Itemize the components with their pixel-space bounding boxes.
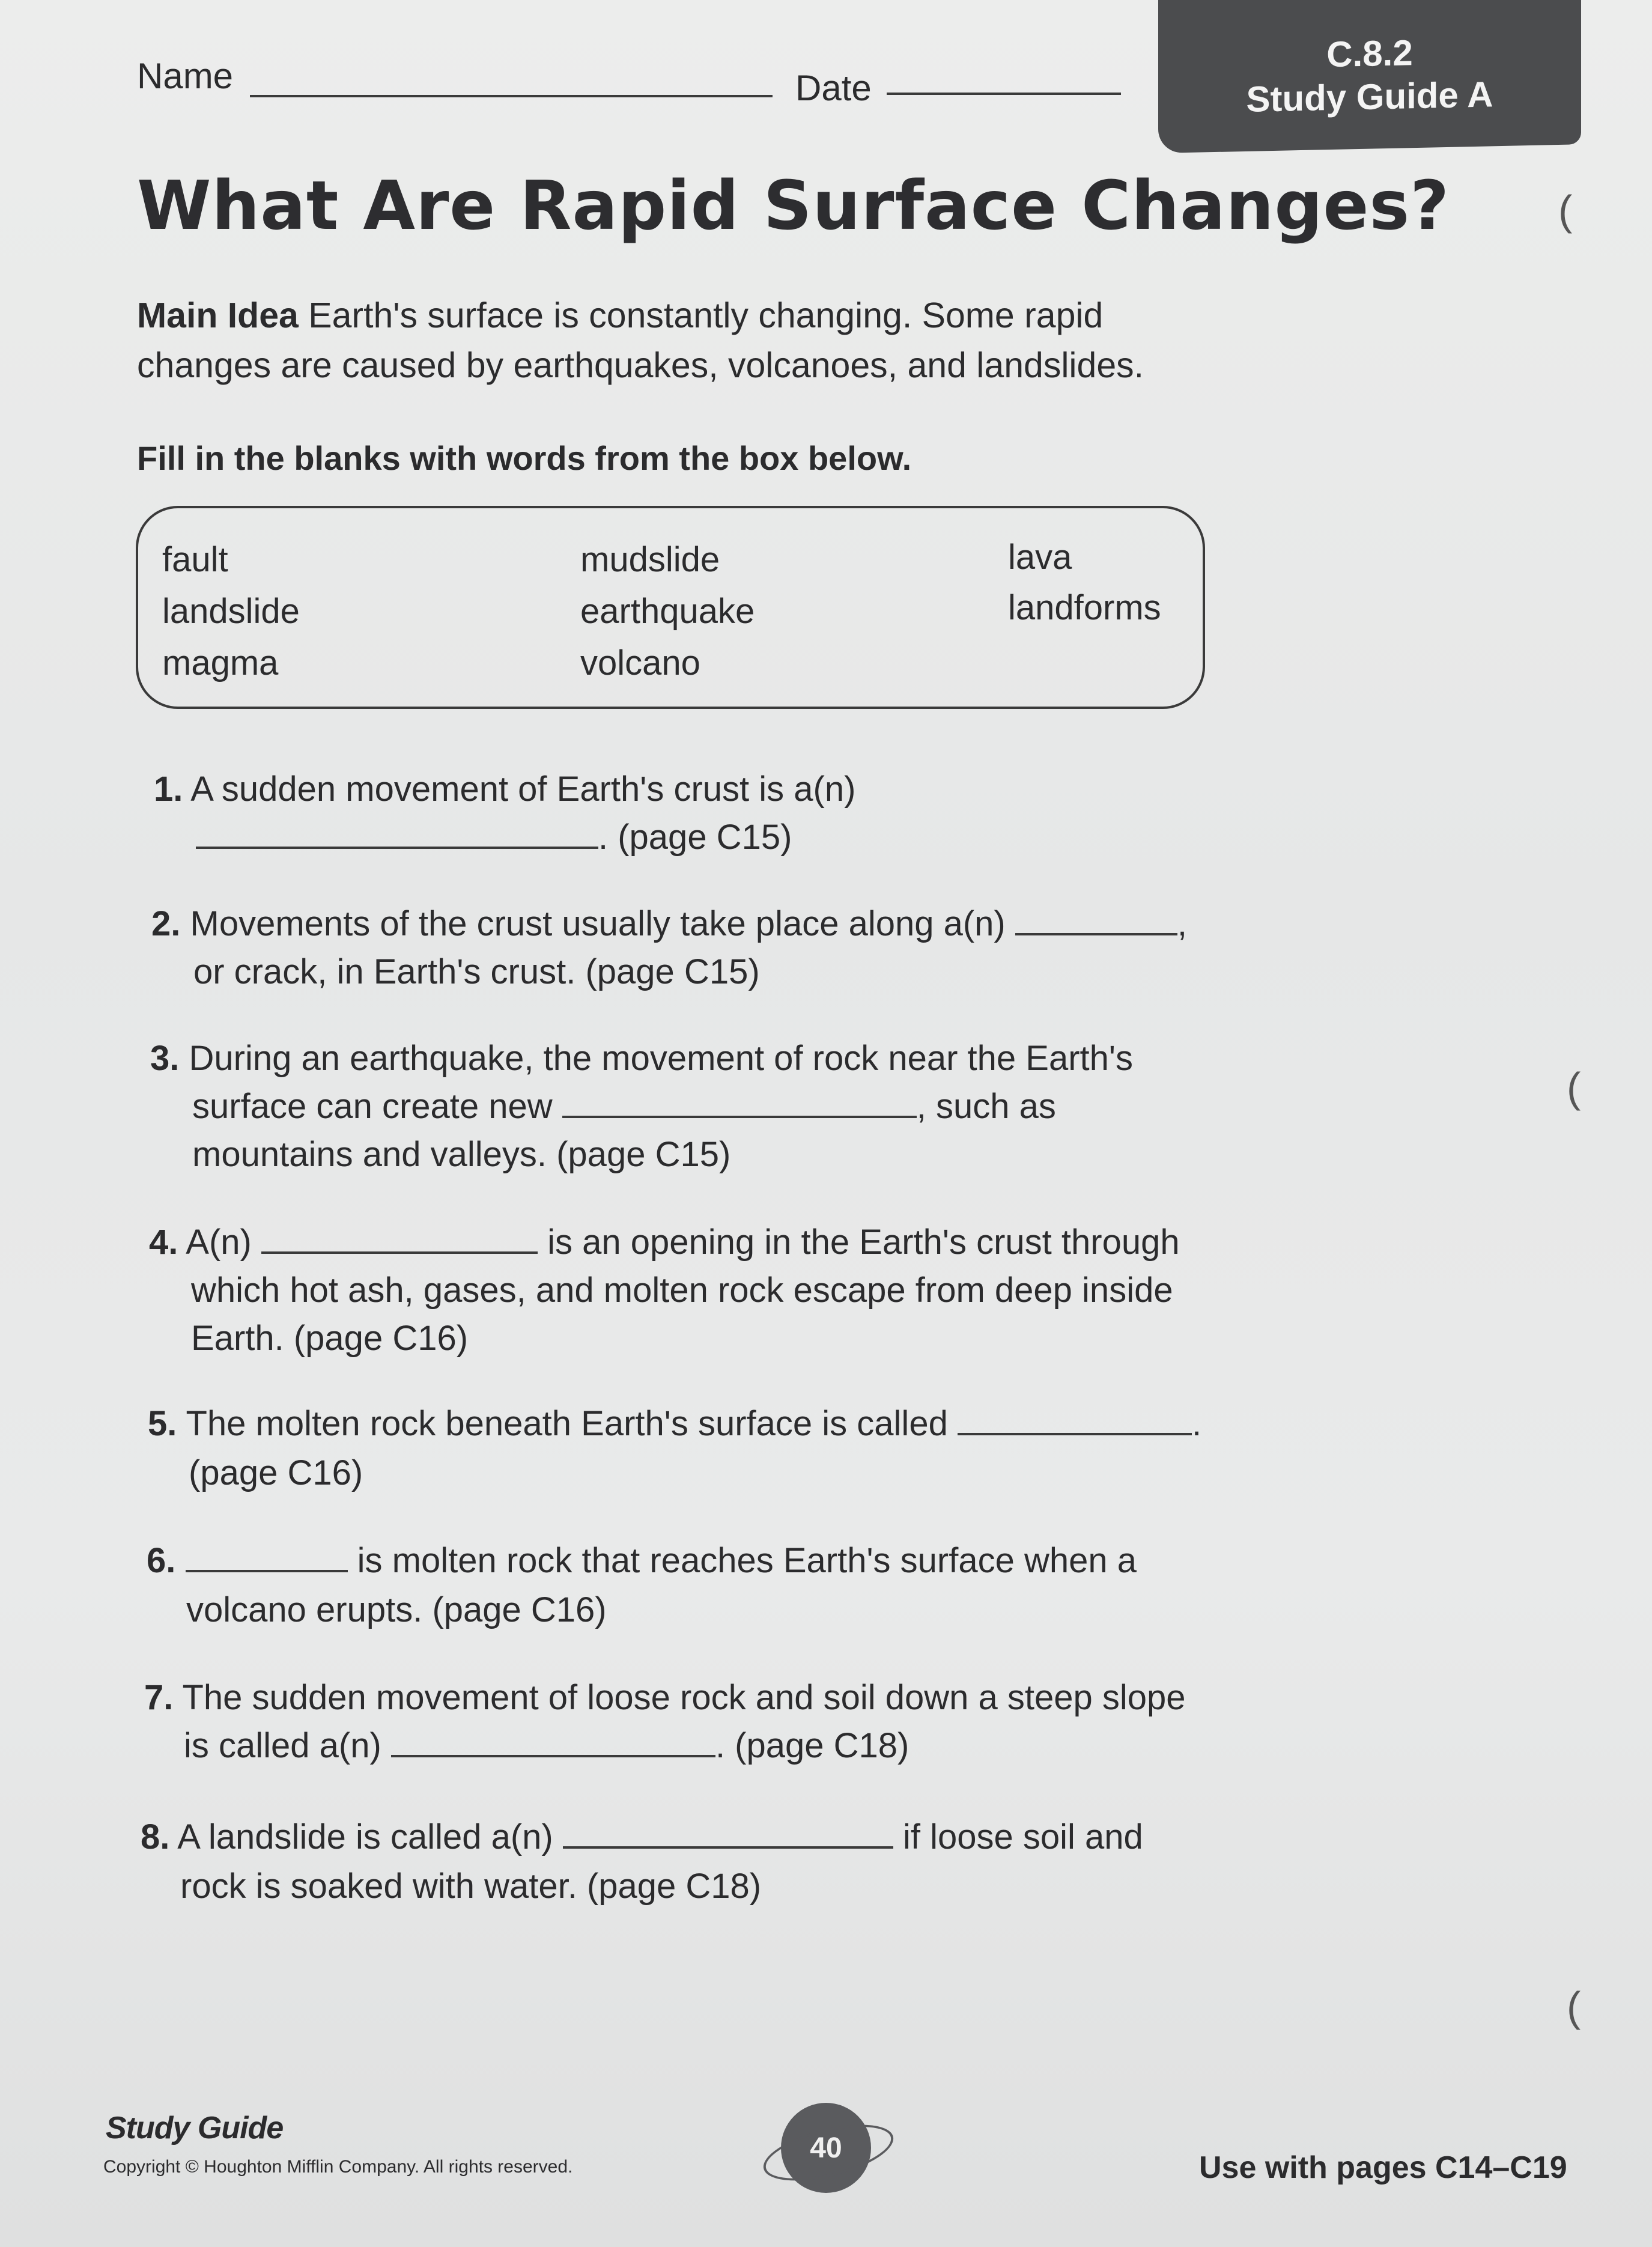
question-text: . [1191, 1404, 1202, 1443]
question-3 [150, 1035, 1133, 1083]
answer-blank[interactable] [186, 1540, 348, 1572]
answer-blank[interactable] [562, 1086, 917, 1118]
main-idea [137, 291, 1218, 391]
word-item: fault [162, 540, 228, 579]
question-text: A landslide is called a(n) [177, 1817, 553, 1856]
question-text: During an earthquake, the movement of rock near the Earth's [189, 1039, 1133, 1078]
question-8 [141, 1813, 1143, 1861]
question-text: , [1177, 904, 1188, 943]
main-idea-text: Earth's surface is constantly changing. Some rapid changes are caused by earthquakes, volcanoes, and landslides. [137, 296, 1144, 385]
question-number: 7. [144, 1678, 174, 1717]
word-item: landforms [1008, 588, 1161, 627]
question-number: 3. [150, 1039, 180, 1078]
study-guide-badge [1158, 0, 1581, 153]
page-number: 40 [810, 2132, 842, 2164]
answer-blank[interactable] [391, 1725, 715, 1757]
question-text: which hot ash, gases, and molten rock escape from deep inside [191, 1271, 1173, 1310]
question-text: A sudden movement of Earth's crust is a(n) [190, 770, 856, 809]
main-idea-label: Main Idea [137, 296, 299, 335]
question-number: 2. [151, 904, 181, 943]
question-3-line2 [192, 1083, 1056, 1131]
question-number: 8. [141, 1817, 170, 1856]
question-text: Earth. (page C16) [191, 1319, 469, 1358]
question-text: A(n) [186, 1223, 252, 1262]
name-blank [250, 95, 773, 97]
word-item: landslide [162, 592, 300, 631]
question-text: is called a(n) [184, 1726, 381, 1765]
page-title: What Are Rapid Surface Changes? [137, 167, 1450, 245]
question-number: 1. [154, 770, 183, 809]
question-6 [147, 1537, 1137, 1585]
question-text: , such as [916, 1087, 1056, 1126]
footer-section-label: Study Guide [106, 2111, 284, 2145]
name-label: Name [137, 56, 234, 96]
date-label: Date [795, 68, 872, 108]
question-text: The sudden movement of loose rock and soil down a steep slope [182, 1678, 1186, 1717]
answer-blank[interactable] [958, 1403, 1192, 1435]
word-item: volcano [580, 643, 700, 683]
question-text: mountains and valleys. (page C15) [192, 1135, 731, 1174]
badge-code: C.8.2 [1326, 32, 1413, 74]
word-item: magma [162, 643, 279, 683]
instructions: Fill in the blanks with words from the box below. [137, 439, 912, 477]
word-item: earthquake [580, 592, 755, 631]
question-number: 4. [149, 1223, 178, 1262]
question-text: . (page C18) [715, 1726, 910, 1765]
question-text: if loose soil and [903, 1817, 1143, 1856]
question-5 [148, 1400, 1201, 1448]
question-number: 5. [148, 1404, 177, 1443]
word-item: lava [1008, 538, 1072, 577]
question-text: is molten rock that reaches Earth's surface when a [357, 1541, 1137, 1580]
badge-title: Study Guide A [1246, 73, 1493, 120]
question-text: The molten rock beneath Earth's surface is called [186, 1404, 948, 1443]
answer-blank[interactable] [563, 1816, 893, 1849]
question-4 [149, 1218, 1180, 1266]
answer-blank[interactable] [1015, 903, 1177, 935]
word-item: mudslide [580, 540, 720, 579]
question-text: is an opening in the Earth's crust through [547, 1223, 1180, 1262]
question-text: Movements of the crust usually take place along a(n) [190, 904, 1006, 943]
question-text: volcano erupts. (page C16) [186, 1590, 607, 1629]
question-text: . (page C15) [598, 818, 792, 857]
hole-punch-mark: ( [1558, 187, 1573, 234]
answer-blank[interactable] [261, 1221, 538, 1254]
question-text: (page C16) [189, 1453, 363, 1492]
question-text: surface can create new [192, 1087, 553, 1126]
answer-blank[interactable] [196, 816, 598, 849]
hole-punch-mark: ( [1567, 1064, 1581, 1111]
date-blank [887, 93, 1121, 95]
question-1 [154, 765, 855, 813]
copyright: Copyright © Houghton Mifflin Company. All rights reserved. [103, 2157, 573, 2177]
question-1-line2 [196, 813, 792, 862]
question-7-line2 [184, 1722, 909, 1770]
question-text: rock is soaked with water. (page C18) [180, 1867, 762, 1906]
question-text: or crack, in Earth's crust. (page C15) [193, 952, 760, 991]
question-7 [144, 1674, 1186, 1722]
question-number: 6. [147, 1541, 176, 1580]
use-with-pages: Use with pages C14–C19 [1199, 2150, 1567, 2185]
hole-punch-mark: ( [1567, 1983, 1581, 2030]
question-2 [151, 900, 1187, 948]
